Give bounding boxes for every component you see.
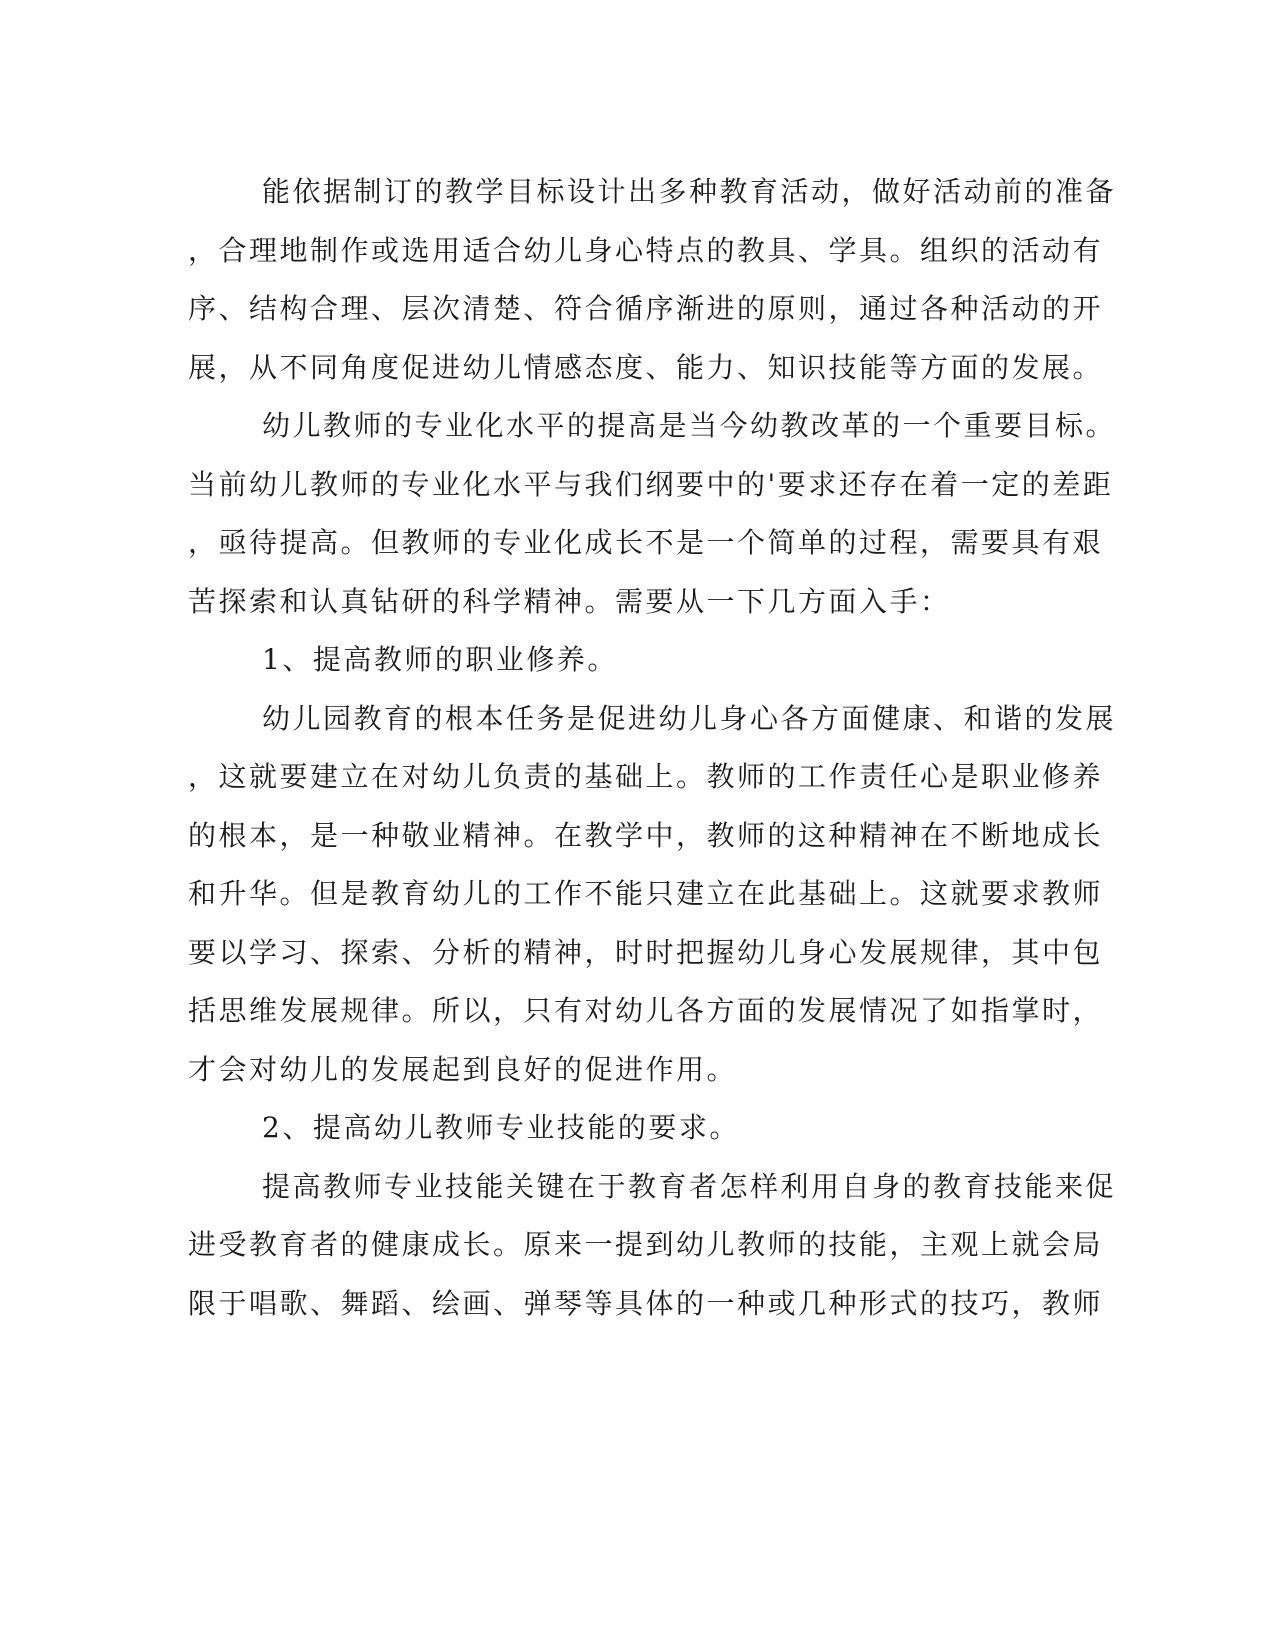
text-line: ，这就要建立在对幼儿负责的基础上。教师的工作责任心是职业修养 xyxy=(188,760,1104,793)
text-line: 序、结构合理、层次清楚、符合循序渐进的原则，通过各种活动的开 xyxy=(188,292,1104,325)
paragraph-first-line: 1、提高教师的职业修养。 xyxy=(262,643,618,676)
paragraph-first-line: 幼儿教师的专业化水平的提高是当今幼教改革的一个重要目标。 xyxy=(262,409,1117,442)
paragraph-first-line: 2、提高幼儿教师专业技能的要求。 xyxy=(262,1111,740,1144)
text-line: 展，从不同角度促进幼儿情感态度、能力、知识技能等方面的发展。 xyxy=(188,350,1104,384)
text-line: 的根本，是一种敬业精神。在教学中，教师的这种精神在不断地成长 xyxy=(188,818,1104,852)
text-line: 和升华。但是教育幼儿的工作不能只建立在此基础上。这就要求教师 xyxy=(188,877,1104,910)
document-body xyxy=(188,163,1117,1333)
paragraph-first-line: 幼儿园教育的根本任务是促进幼儿身心各方面健康、和谐的发展 xyxy=(262,701,1117,735)
paragraph-first-line: 能依据制订的教学目标设计出多种教育活动，做好活动前的准备 xyxy=(262,175,1117,208)
text-line: 要以学习、探索、分析的精神，时时把握幼儿身心发展规律，其中包 xyxy=(188,935,1104,969)
paragraph-first-line: 提高教师专业技能关键在于教育者怎样利用自身的教育技能来促 xyxy=(262,1169,1117,1203)
text-line: 进受教育者的健康成长。原来一提到幼儿教师的技能，主观上就会局 xyxy=(188,1228,1104,1261)
text-line: 限于唱歌、舞蹈、绘画、弹琴等具体的一种或几种形式的技巧，教师 xyxy=(188,1286,1104,1320)
text-line: 才会对幼儿的发展起到良好的促进作用。 xyxy=(188,1052,738,1086)
text-line: ，亟待提高。但教师的专业化成长不是一个简单的过程，需要具有艰 xyxy=(188,526,1104,559)
text-line: 括思维发展规律。所以，只有对幼儿各方面的发展情况了如指掌时， xyxy=(188,994,1104,1027)
text-line: 当前幼儿教师的专业化水平与我们纲要中的'要求还存在着一定的差距 xyxy=(188,467,1114,501)
text-line: 苦探索和认真钻研的科学精神。需要从一下几方面入手： xyxy=(188,584,951,618)
text-line: ，合理地制作或选用适合幼儿身心特点的教具、学具。组织的活动有 xyxy=(188,233,1104,267)
